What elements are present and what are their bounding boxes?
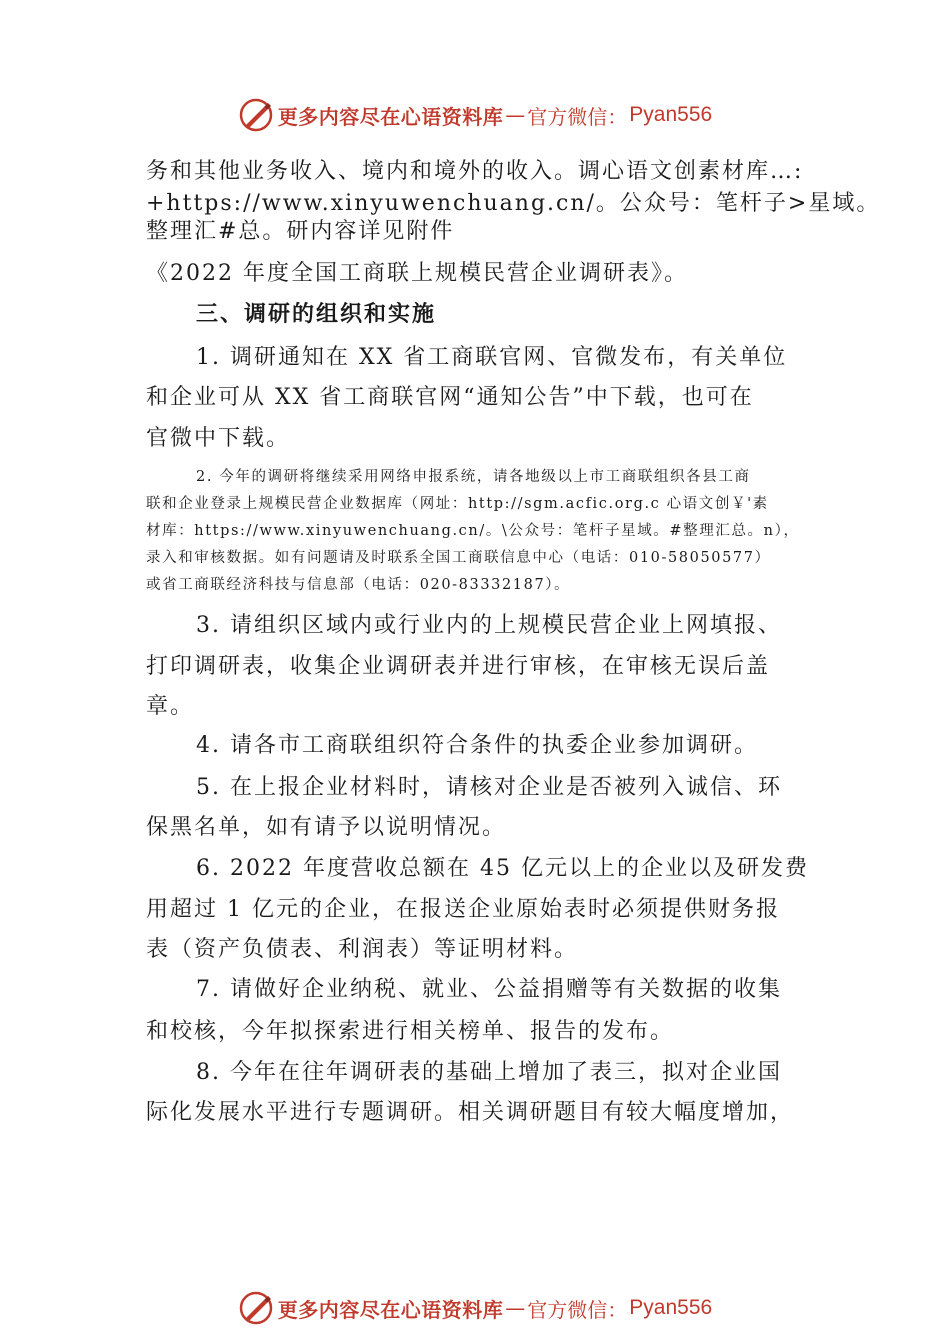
banner-text: 更多内容尽在心语资料库 bbox=[277, 104, 504, 129]
paragraph-line: 录入和审核数据。如有问题请及时联系全国工商联信息中心（电话：010-58050577） bbox=[146, 550, 771, 566]
paragraph-line: 章。 bbox=[146, 694, 195, 719]
paragraph-line: 《2022 年度全国工商联上规模民营企业调研表》。 bbox=[146, 261, 688, 286]
paragraph-line: 6. 2022 年度营收总额在 45 亿元以上的企业以及研发费 bbox=[196, 856, 809, 881]
banner-wechat-id: Pyan556 bbox=[629, 1296, 713, 1319]
paragraph-line: 材库：https://www.xinyuwenchuang.cn/。\公众号：笔杆子星域。#整理汇总。n）， bbox=[146, 523, 800, 539]
paragraph-line: 2. 今年的调研将继续采用网络申报系统，请各地级以上市工商联组织各县工商 bbox=[196, 469, 751, 485]
footer-banner bbox=[0, 1288, 950, 1328]
paragraph-line: 务和其他业务收入、境内和境外的收入。调心语文创素材库…: bbox=[146, 159, 804, 184]
banner-dash: — bbox=[505, 1296, 526, 1320]
pen-logo-icon bbox=[238, 97, 274, 133]
header-banner bbox=[0, 95, 950, 135]
banner-text: 更多内容尽在心语资料库 bbox=[277, 1297, 504, 1322]
paragraph-line: 1. 调研通知在 XX 省工商联官网、官微发布，有关单位 bbox=[196, 345, 788, 370]
paragraph-line: 联和企业登录上规模民营企业数据库（网址：http://sgm.acfic.org.c 心语文创￥'素 bbox=[146, 496, 769, 512]
paragraph-line: 用超过 1 亿元的企业，在报送企业原始表时必须提供财务报 bbox=[146, 897, 780, 922]
paragraph-line: 保黑名单，如有请予以说明情况。 bbox=[146, 815, 507, 840]
section-heading: 三、调研的组织和实施 bbox=[196, 302, 437, 327]
paragraph-line: 7. 请做好企业纳税、就业、公益捐赠等有关数据的收集 bbox=[196, 977, 782, 1002]
paragraph-line: 8. 今年在往年调研表的基础上增加了表三，拟对企业国 bbox=[196, 1060, 782, 1085]
paragraph-line: +https://www.xinyuwenchuang.cn/。公众号：笔杆子>星域。 bbox=[146, 191, 881, 216]
banner-wechat-label: 官方微信： bbox=[527, 104, 628, 129]
paragraph-line: 4. 请各市工商联组织符合条件的执委企业参加调研。 bbox=[196, 733, 758, 758]
banner-wechat-id: Pyan556 bbox=[629, 103, 713, 126]
paragraph-line: 3. 请组织区域内或行业内的上规模民营企业上网填报、 bbox=[196, 613, 782, 638]
banner-dash: — bbox=[505, 103, 526, 127]
paragraph-line: 5. 在上报企业材料时，请核对企业是否被列入诚信、环 bbox=[196, 775, 782, 800]
paragraph-line: 官微中下载。 bbox=[146, 426, 291, 451]
paragraph-line: 打印调研表，收集企业调研表并进行审核，在审核无误后盖 bbox=[146, 654, 771, 679]
paragraph-line: 或省工商联经济科技与信息部（电话：020-83332187）。 bbox=[146, 577, 571, 593]
paragraph-line: 和校核，今年拟探索进行相关榜单、报告的发布。 bbox=[146, 1019, 675, 1044]
paragraph-line: 际化发展水平进行专题调研。相关调研题目有较大幅度增加， bbox=[146, 1100, 795, 1125]
paragraph-line: 整理汇#总。研内容详见附件 bbox=[146, 219, 455, 244]
paragraph-line: 表（资产负债表、利润表）等证明材料。 bbox=[146, 937, 579, 962]
paragraph-line: 和企业可从 XX 省工商联官网“通知公告”中下载，也可在 bbox=[146, 385, 754, 410]
banner-wechat-label: 官方微信： bbox=[527, 1297, 628, 1322]
pen-logo-icon bbox=[238, 1290, 274, 1326]
